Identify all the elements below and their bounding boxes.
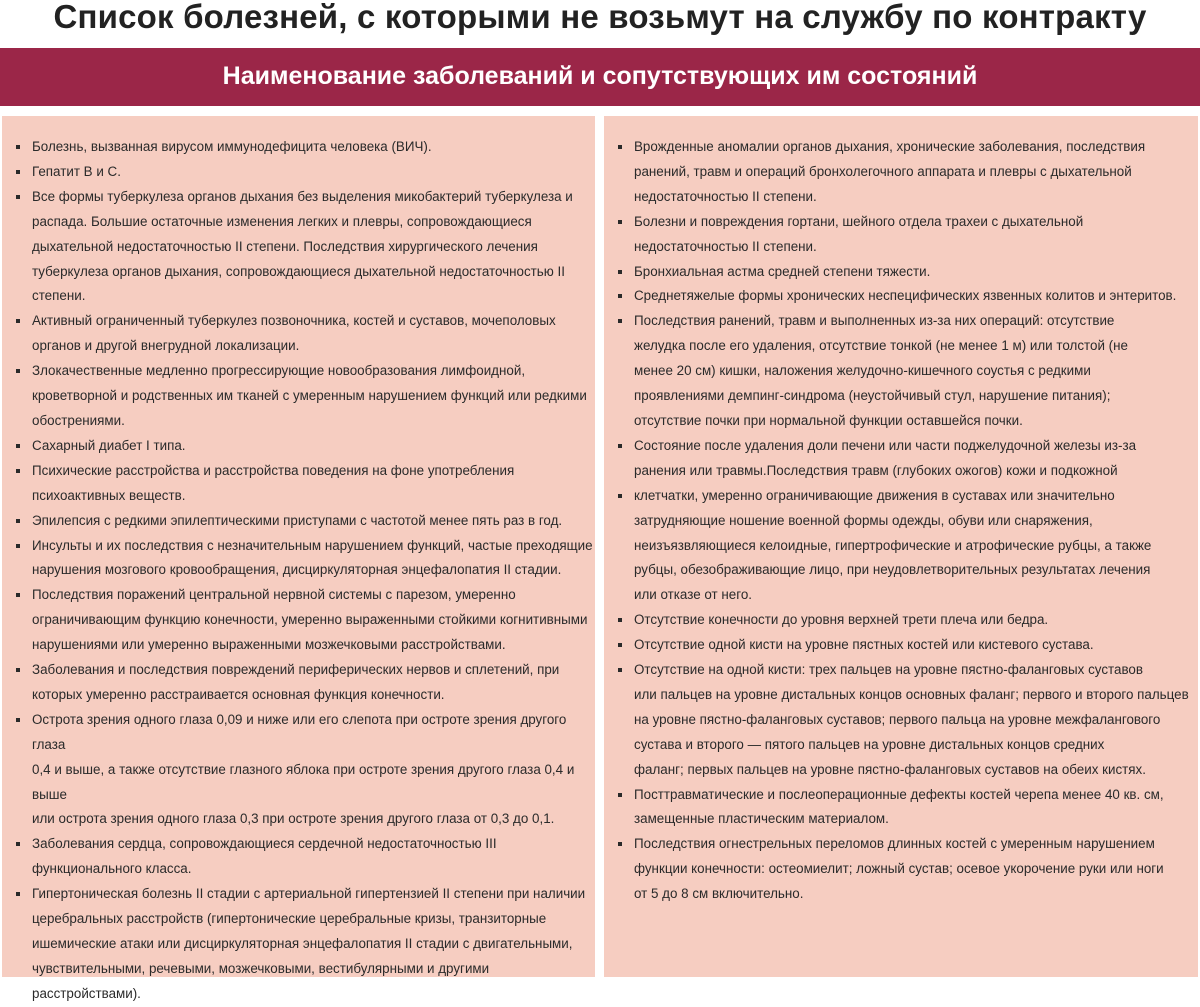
right-disease-list	[618, 135, 1198, 907]
list-item-text: Эпилепсия с редкими эпилептическими приступами с частотой менее пять раз в год.	[32, 512, 563, 528]
list-item-text: Заболевания сердца, сопровождающиеся сердечной недостаточностью III функционального класса.	[32, 836, 497, 877]
list-item-text: Болезни и повреждения гортани, шейного отдела трахеи с дыхательной недостаточностью II степени.	[634, 213, 1084, 254]
list-item	[618, 135, 1200, 210]
list-item-text: Отсутствие на одной кисти: трех пальцев на уровне пястно-фаланговых суставов или пальцев на уровне дистальных концов основных фаланг; первого и второго пальцев на уровне пястно-фаланговых суставов; первого пальца на уровне межфалангового сустава и второго — пятого пальцев на уровне дистальных концов средних фаланг; первых пальцев на уровне пястно-фаланговых суставов на обеих кистях.	[634, 662, 1189, 777]
list-item-text: Последствия огнестрельных переломов длинных костей с умеренным нарушением функции конечности: остеомиелит; ложный сустав; осевое укорочение руки или ноги от 5 до 8 см включительно.	[634, 836, 1164, 902]
list-item	[16, 309, 597, 359]
list-item	[16, 459, 597, 509]
list-item-text: Болезнь, вызванная вирусом иммунодефицита человека (ВИЧ).	[32, 139, 432, 154]
page-title: Список болезней, с которыми не возьмут на службу по контракту	[53, 0, 1147, 35]
list-item	[618, 832, 1200, 907]
list-item-text: Гепатит В и С.	[32, 163, 121, 179]
list-item-text: Отсутствие конечности до уровня верхней трети плеча или бедра.	[634, 612, 1049, 628]
list-item	[16, 708, 597, 833]
list-item	[16, 135, 597, 160]
list-item	[618, 434, 1200, 484]
right-column	[604, 116, 1198, 977]
list-item-text: Последствия поражений центральной нервной системы с парезом, умеренно ограничивающим функцию конечности, умеренно выраженными стойкими когнитивными нарушениями или умеренно выраженными мозжечковыми расстройствами.	[32, 587, 588, 653]
left-disease-list	[16, 135, 595, 1007]
list-item	[618, 260, 1200, 285]
list-item-text: Активный ограниченный туберкулез позвоночника, костей и суставов, мочеполовых органов и другой внегрудной локализации.	[32, 313, 556, 354]
list-item	[618, 484, 1200, 609]
list-item	[16, 509, 597, 534]
list-item	[16, 359, 597, 434]
list-item	[16, 882, 597, 1007]
section-banner: Наименование заболеваний и сопутствующих им состояний	[0, 48, 1200, 106]
list-item-text: Состояние после удаления доли печени или части поджелудочной железы из-за ранения или травмы.Последствия травм (глубоких ожогов) кожи и подкожной	[634, 437, 1137, 478]
list-item-text: Острота зрения одного глаза 0,09 и ниже или его слепота при остроте зрения другого глаза 0,4 и выше, а также отсутствие глазного яблока при остроте зрения другого глаза 0,4 и выше или острота зрения одного глаза 0,3 при остроте зрения другого глаза от 0,3 до 0,1.	[32, 711, 575, 827]
list-item-text: Инсульты и их последствия с незначительным нарушением функций, частые преходящие нарушения мозгового кровообращения, дисциркуляторная энцефалопатия II стадии.	[32, 537, 593, 578]
list-item-text: Среднетяжелые формы хронических неспецифических язвенных колитов и энтеритов.	[634, 288, 1177, 304]
list-item	[618, 783, 1200, 833]
list-item-text: Заболевания и последствия повреждений периферических нервов и сплетений, при которых умеренно расстраивается основная функция конечности.	[32, 662, 560, 702]
list-item-text: Все формы туберкулеза органов дыхания без выделения микобактерий туберкулеза и распада. Большие остаточные изменения легких и плевры, сопровождающиеся дыхательной недостаточностью II степени. Последствия хирургического лечения туберкулеза органов дыхания, сопровождающиеся дыхательной недостаточностью II степени.	[32, 188, 573, 304]
list-item-text: Посттравматические и послеоперационные дефекты костей черепа менее 40 кв. см, замещенные пластическим материалом.	[634, 786, 1164, 827]
list-item	[16, 185, 597, 310]
list-item	[16, 832, 597, 882]
list-item	[16, 658, 597, 708]
list-item	[618, 658, 1200, 783]
list-item-text: Злокачественные медленно прогрессирующие новообразования лимфоидной, кроветворной и родственных им тканей с умеренным нарушением функций или редкими обострениями.	[32, 363, 587, 428]
list-item-text: Отсутствие одной кисти на уровне пястных костей или кистевого сустава.	[634, 637, 1094, 653]
list-item	[618, 608, 1200, 633]
list-item	[618, 633, 1200, 658]
list-item-text: Врожденные аномалии органов дыхания, хронические заболевания, последствия ранений, травм и операций бронхолегочного аппарата и плевры с дыхательной недостаточностью II степени.	[634, 139, 1146, 204]
list-item-text: Психические расстройства и расстройства поведения на фоне употребления психоактивных веществ.	[32, 462, 515, 503]
list-item	[16, 534, 597, 584]
list-item-text: Гипертоническая болезнь II стадии с артериальной гипертензией II степени при наличии церебральных расстройств (гипертонические церебральные кризы, транзиторные ишемические атаки или дисциркуляторная энцефалопатия II стадии с двигательными, чувствительными, речевыми, мозжечковыми, вестибулярными и другими расстройствами).	[32, 886, 586, 1001]
list-item	[16, 160, 597, 185]
list-item	[16, 434, 597, 459]
list-item	[16, 583, 597, 658]
list-item	[618, 284, 1200, 309]
list-item-text: Последствия ранений, травм и выполненных из-за них операций: отсутствие желудка после его удаления, отсутствие тонкой (не менее 1 м) или толстой (не менее 20 см) кишки, наложения желудочно-кишечного соустья с редкими проявлениями демпинг-синдрома (неустойчивый стул, нарушение питания); отсутствие почки при нормальной функции оставшейся почки.	[634, 313, 1128, 428]
left-column	[2, 116, 595, 1001]
list-item-text: Сахарный диабет I типа.	[32, 437, 186, 453]
list-item-text: клетчатки, умеренно ограничивающие движения в суставах или значительно затрудняющие ношение военной формы одежды, обуви или снаряжения, неизъязвляющиеся келоидные, гипертрофические и атрофические рубцы, а также рубцы, обезображивающие лицо, при неудовлетворительных результатах лечения или отказе от него.	[634, 487, 1152, 603]
list-item-text: Бронхиальная астма средней степени тяжести.	[634, 263, 931, 279]
list-item	[618, 210, 1200, 260]
list-item	[618, 309, 1200, 434]
